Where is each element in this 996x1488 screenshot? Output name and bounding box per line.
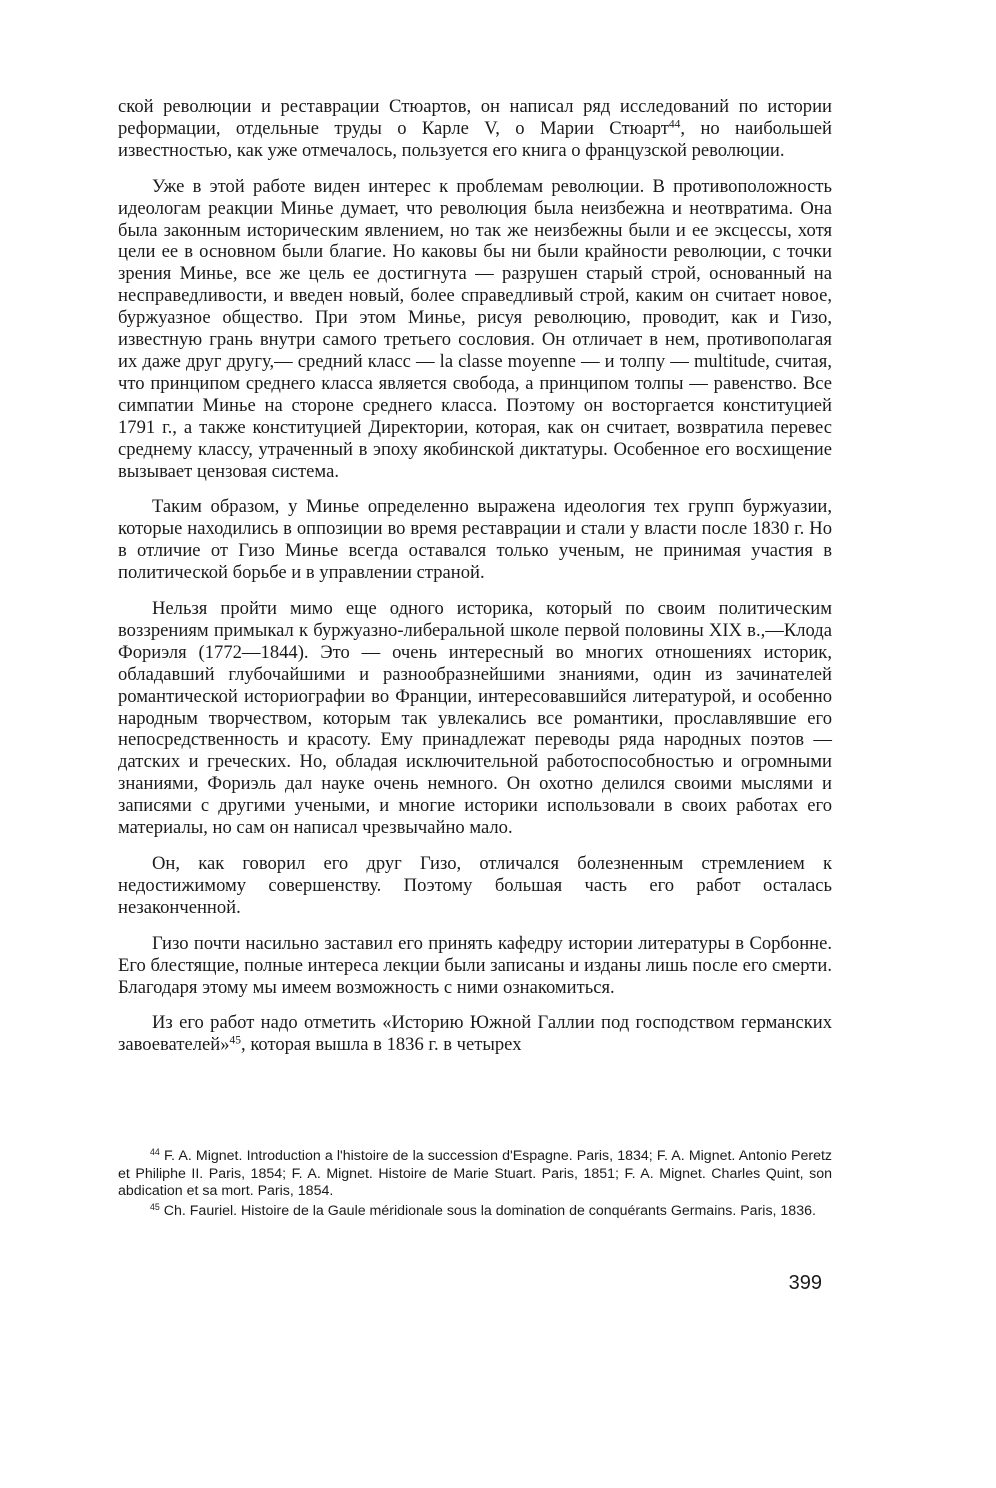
footnote-44-mark: 44 bbox=[150, 1147, 160, 1158]
footnotes bbox=[118, 1148, 832, 1222]
page-number: 399 bbox=[788, 1272, 822, 1294]
footnote-ref-45: 45 bbox=[229, 1035, 242, 1048]
paragraph-2: Уже в этой работе виден интерес к проблемам революции. В противоположность идеологам реакции Минье думает, что революция была неизбежна и неотвратима. Она была законным историческим явлением, но так же неизбежны были и ее эксцессы, хотя цели ее в основном были благие. Но каковы бы ни были крайности революции, с точки зрения Минье, все же цель ее достигнута — разрушен старый строй, основанный на несправедливости, и введен новый, более справедливый строй, каким он считает новое, буржуазное общество. При этом Минье, рисуя революцию, проводит, как и Гизо, известную грань внутри самого третьего сословия. Он отличает в нем, противополагая их даже друг другу,— средний класс — la classe moyenne — и толпу — multitude, считая, что принципом среднего класса является свобода, а принципом толпы — равенство. Все симпатии Минье на стороне среднего класса. Поэтому он восторгается конституцией 1791 г., а также конституцией Директории, которая, как он считает, возвратила перевес среднему классу, утраченный в эпоху якобинской диктатуры. Особенное его восхищение вызывает цензовая система. bbox=[118, 175, 832, 482]
footnote-ref-44: 44 bbox=[668, 118, 681, 131]
footnote-45-text: Ch. Fauriel. Histoire de la Gaule méridionale sous la domination de conquérants Germains. Paris, 1836. bbox=[163, 1202, 816, 1219]
paragraph-1-text: ской революции и реставрации Стюартов, он написал ряд исследований по истории реформации, отдельные труды о Карле V, о Марии Стюарт bbox=[118, 96, 832, 139]
footnote-44-text: F. A. Mignet. Introduction a l'histoire de la succession d'Espagne. Paris, 1834; F. A. Mignet. Antonio Peretz et Philiphe II. Paris, 1854; F. A. Mignet. Histoire de Marie Stuart. Paris, 1851; F. A. Mignet. Charles Quint, son abdication et sa mort. Paris, 1854. bbox=[118, 1148, 832, 1199]
paragraph-7-text: Из его работ надо отметить «Историю Южной Галлии под господством германских завоевателей» bbox=[118, 1012, 832, 1056]
paragraph-1-end: , но наибольшей известностью, как уже отмечалось, пользуется его книга о французской революции. bbox=[118, 117, 832, 161]
main-text bbox=[118, 96, 832, 1056]
paragraph-6: Гизо почти насильно заставил его принять кафедру истории литературы в Сорбонне. Его блестящие, полные интереса лекции были записаны и изданы лишь после его смерти. Благодаря этому мы имеем возможность с ними ознакомиться. bbox=[118, 932, 832, 998]
footnote-45 bbox=[118, 1203, 832, 1221]
paragraph-7-end: , которая вышла в 1836 г. в четырех bbox=[241, 1034, 522, 1056]
paragraph-7 bbox=[118, 1012, 832, 1056]
footnote-45-mark: 45 bbox=[150, 1201, 160, 1212]
paragraph-3: Таким образом, у Минье определенно выражена идеология тех групп буржуазии, которые находились в оппозиции во время реставрации и стали у власти после 1830 г. Но в отличие от Гизо Минье всегда оставался только ученым, не принимая участия в политической борьбе и в управлении страной. bbox=[118, 496, 832, 584]
paragraph-1 bbox=[118, 96, 832, 162]
footnote-44 bbox=[118, 1148, 832, 1201]
paragraph-5: Он, как говорил его друг Гизо, отличался болезненным стремлением к недостижимому совершенству. Поэтому большая часть его работ осталась незаконченной. bbox=[118, 853, 832, 918]
paragraph-4: Нельзя пройти мимо еще одного историка, который по своим политическим воззрениям примыкал к буржуазно-либеральной школе первой половины XIX в.,—Клода Фориэля (1772—1844). Это — очень интересный во многих отношениях историк, обладавший глубочайшими и разнообразнейшими знаниями, один из зачинателей романтической историографии во Франции, интересовавшийся литературой, и особенно народным творчеством, которым так увлекались все романтики, прославлявшие его непосредственность и красоту. Ему принадлежат переводы ряда народных поэтов — датских и греческих. Но, обладая исключительной работоспособностью и огромными знаниями, Фориэль дал науке очень немного. Он охотно делился своими мыслями и записями с другими учеными, и многие историки использовали в своих работах его материалы, но сам он написал чрезвычайно мало. bbox=[118, 598, 832, 839]
